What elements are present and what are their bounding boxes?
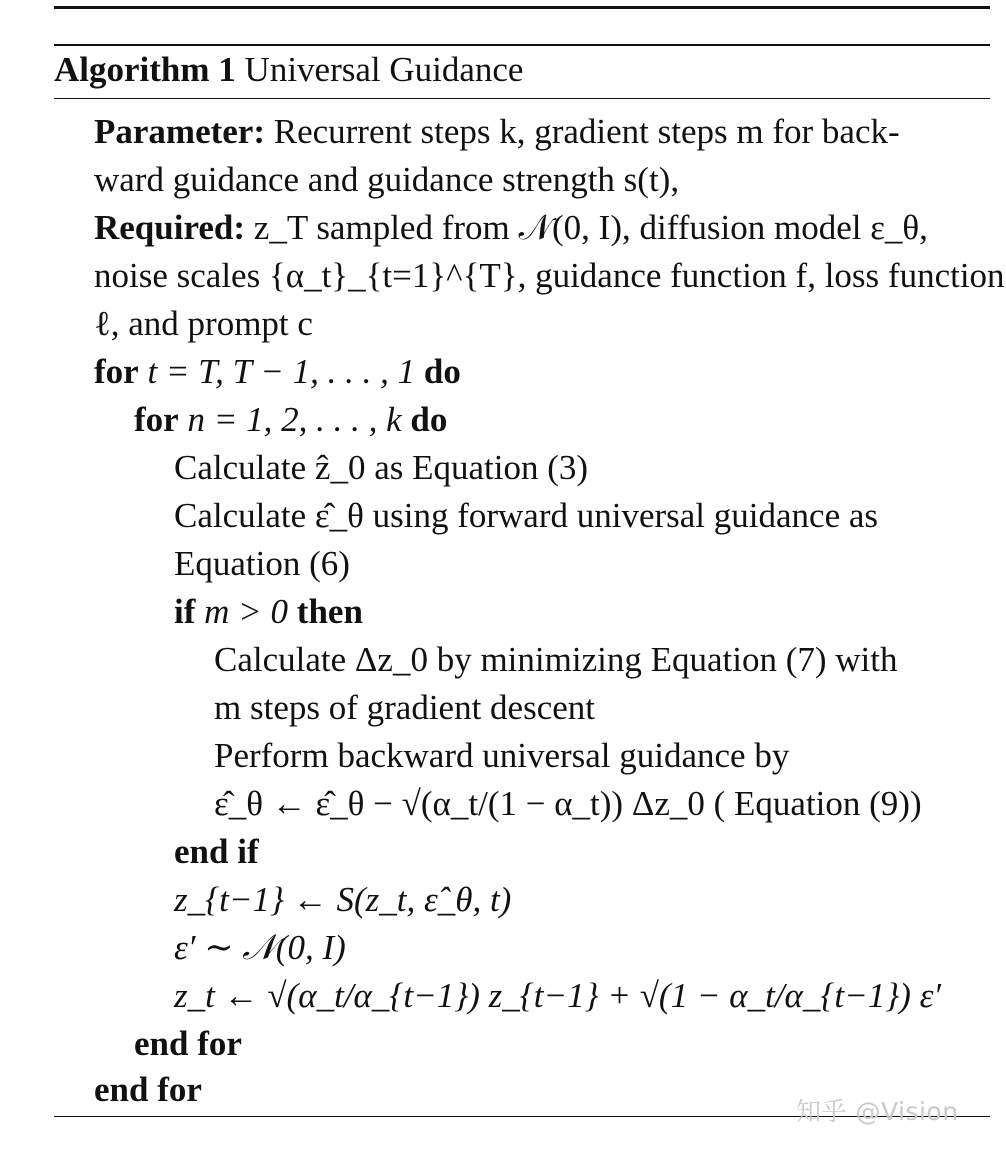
required-line-2 (94, 252, 1005, 300)
for-t-expression: t = T, T − 1, . . . , 1 (147, 352, 416, 391)
calc-eps-text-1: Calculate ε̂_θ using forward universal guidance as (174, 496, 879, 535)
if-expression: m > 0 (204, 592, 289, 631)
required-line-1 (94, 204, 928, 252)
backward-line-2 (214, 780, 922, 828)
backward-line-1 (214, 732, 789, 780)
delta-text-2: m steps of gradient descent (214, 688, 596, 727)
calc-z0-line (174, 444, 588, 492)
for-n-do: do (410, 400, 448, 439)
for-n-line (134, 396, 447, 444)
required-label: Required: (94, 208, 246, 247)
algorithm-label: Algorithm 1 (54, 50, 236, 89)
backward-text-2: ε̂_θ ← ε̂_θ − √(α_t/(1 − α_t)) Δz_0 ( Equation (9)) (214, 784, 922, 823)
end-for-inner-keyword: end for (134, 1024, 242, 1063)
backward-text-1: Perform backward universal guidance by (214, 736, 790, 775)
parameter-text-2: ward guidance and guidance strength s(t), (94, 160, 680, 199)
end-for-outer-keyword: end for (94, 1070, 202, 1109)
for-t-do: do (423, 352, 461, 391)
then-keyword: then (296, 592, 363, 631)
eps-sample-line (174, 924, 346, 972)
algorithm-caption (54, 46, 523, 94)
for-n-expression: n = 1, 2, . . . , k (187, 400, 402, 439)
calc-eps-line-1 (174, 492, 878, 540)
if-keyword: if (174, 592, 196, 631)
end-if-keyword: end if (174, 832, 259, 871)
z-noise-expression: z_t ← √(α_t/α_{t−1}) z_{t−1} + √(1 − α_t/α_{t−1}) ε′ (174, 976, 942, 1015)
required-line-3 (94, 300, 313, 348)
end-for-inner-line (134, 1020, 242, 1068)
delta-text-1: Calculate Δz_0 by minimizing Equation (7) with (214, 640, 898, 679)
eps-sample-expression: ε′ ∼ 𝒩(0, I) (174, 928, 346, 967)
algorithm-title: Universal Guidance (244, 50, 524, 89)
required-text-2: noise scales {α_t}_{t=1}^{T}, guidance function f, loss function (94, 256, 1005, 295)
delta-line-1 (214, 636, 897, 684)
delta-line-2 (214, 684, 595, 732)
for-n-keyword: for (134, 400, 179, 439)
for-t-line (94, 348, 461, 396)
parameter-label: Parameter: (94, 112, 265, 151)
z-update-line (174, 876, 511, 924)
calc-eps-line-2 (174, 540, 350, 588)
parameter-line-1 (94, 108, 990, 156)
calc-z0-text: Calculate ẑ_0 as Equation (3) (174, 448, 589, 487)
parameter-text-1: Recurrent steps k, gradient steps m for back- (273, 112, 900, 151)
top-rule (54, 6, 990, 9)
watermark: 知乎 @Vision (796, 1097, 959, 1126)
caption-bottom-rule (54, 98, 990, 99)
z-noise-line (174, 972, 941, 1020)
parameter-line-2 (94, 156, 679, 204)
required-text-1: z_T sampled from 𝒩(0, I), diffusion model ε_θ, (253, 208, 928, 247)
for-t-keyword: for (94, 352, 139, 391)
end-for-outer-line (94, 1066, 202, 1114)
if-line (174, 588, 363, 636)
calc-eps-text-2: Equation (6) (174, 544, 350, 583)
end-if-line (174, 828, 259, 876)
required-text-3: ℓ, and prompt c (94, 304, 313, 343)
z-update-expression: z_{t−1} ← S(z_t, ε̂_θ, t) (174, 880, 512, 919)
